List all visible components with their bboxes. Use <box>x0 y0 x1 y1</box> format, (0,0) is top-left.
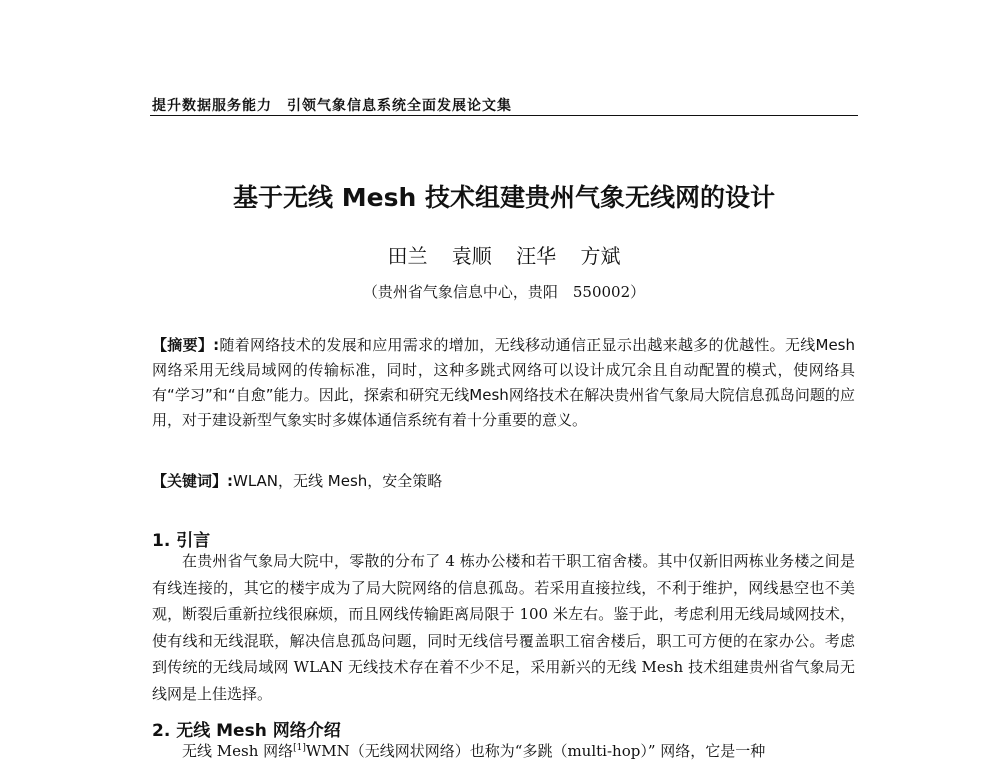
abstract-text: 随着网络技术的发展和应用需求的增加，无线移动通信正显示出越来越多的优越性。无线Mesh网络采用无线局域网的传输标准，同时，这种多跳式网络可以设计成冗余且自动配置的模式，使网络具有“学习”和“自愈”能力。因此，探索和研究无线Mesh网络技术在解决贵州省气象局大院信息孤岛问题的应用，对于建设新型气象实时多媒体通信系统有着十分重要的意义。 <box>152 336 856 429</box>
citation-ref: [1] <box>293 743 306 753</box>
mesh-paragraph <box>152 738 855 765</box>
running-header: 提升数据服务能力 引领气象信息系统全面发展论文集 <box>152 98 512 114</box>
section-heading-mesh: 2. 无线 Mesh 网络介绍 <box>152 721 341 741</box>
keywords-label: 【关键词】: <box>152 472 233 490</box>
keywords <box>152 470 855 491</box>
keywords-text: WLAN，无线 Mesh，安全策略 <box>233 472 443 490</box>
authors: 田兰 袁顺 汪华 方斌 <box>387 244 621 268</box>
affiliation: （贵州省气象信息中心，贵阳 550002） <box>362 283 646 301</box>
mesh-paragraph-rest: WMN（无线网状网络）也称为“多跳（multi-hop）” 网络，它是一种 <box>305 742 766 760</box>
section-heading-introduction: 1. 引言 <box>152 531 211 551</box>
introduction-paragraph: 在贵州省气象局大院中，零散的分布了 4 栋办公楼和若干职工宿舍楼。其中仅新旧两栋业务楼之间是有线连接的，其它的楼宇成为了局大院网络的信息孤岛。若采用直接拉线，不利于维护，网线悬空也不美观，断裂后重新拉线很麻烦，而且网线传输距离局限于 100 米左右。鉴于此，考虑利用无线局域网技术，使有线和无线混联，解决信息孤岛问题，同时无线信号覆盖职工宿舍楼后，职工可方便的在家办公。考虑到传统的无线局域网 WLAN 无线技术存在着不少不足，采用新兴的无线 Mesh 技术组建贵州省气象局无线网是上佳选择。 <box>152 552 855 703</box>
header-rule <box>150 115 858 116</box>
abstract-label: 【摘要】: <box>152 336 220 354</box>
abstract <box>152 333 855 433</box>
mesh-paragraph-start: 无线 Mesh 网络 <box>182 742 294 760</box>
paper-title: 基于无线 Mesh 技术组建贵州气象无线网的设计 <box>233 183 775 212</box>
